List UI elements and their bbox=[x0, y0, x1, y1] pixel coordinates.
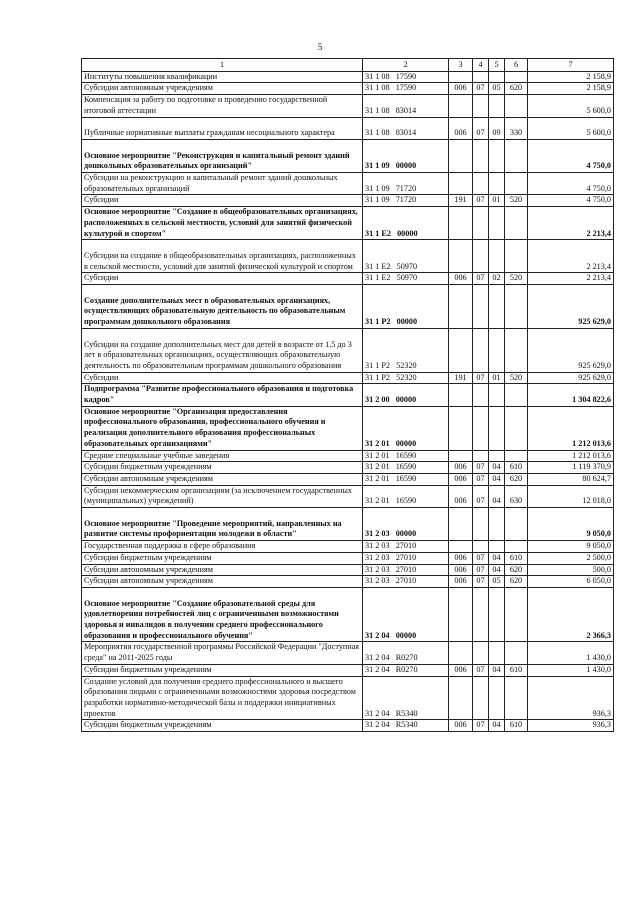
table-row bbox=[82, 676, 614, 720]
row-pr-cell bbox=[489, 406, 505, 450]
header-cell: 3 bbox=[449, 59, 473, 72]
row-kvr-cell bbox=[505, 541, 528, 553]
row-kvr-cell: 330 bbox=[505, 117, 528, 139]
table-row bbox=[82, 240, 614, 273]
row-rz-cell bbox=[473, 139, 489, 172]
row-code-cell: 31 1 E2 00000 bbox=[363, 207, 449, 240]
row-kvr-cell bbox=[505, 406, 528, 450]
row-name-cell: Субсидии некоммерческим организациям (за исключением государственных (муниципальных) учреждений) bbox=[82, 485, 363, 507]
row-rz-cell: 07 bbox=[473, 195, 489, 207]
row-kvr-cell bbox=[505, 642, 528, 664]
row-name-cell: Субсидии автономным учреждениям bbox=[82, 83, 363, 95]
row-pr-cell bbox=[489, 384, 505, 406]
row-kvr-cell bbox=[505, 587, 528, 642]
row-code-cell: 31 1 E2 50970 bbox=[363, 240, 449, 273]
row-vr-cell: 006 bbox=[449, 564, 473, 576]
row-rz-cell: 07 bbox=[473, 720, 489, 732]
row-name-cell: Субсидии бюджетным учреждениям bbox=[82, 552, 363, 564]
row-amount-cell: 936,3 bbox=[528, 720, 614, 732]
row-amount-cell: 2 158,9 bbox=[528, 71, 614, 83]
row-rz-cell bbox=[473, 285, 489, 329]
table-row bbox=[82, 117, 614, 139]
row-kvr-cell: 620 bbox=[505, 473, 528, 485]
table-row bbox=[82, 406, 614, 450]
row-pr-cell: 04 bbox=[489, 564, 505, 576]
row-rz-cell bbox=[473, 71, 489, 83]
row-pr-cell: 04 bbox=[489, 552, 505, 564]
table-row bbox=[82, 541, 614, 553]
header-cell: 4 bbox=[473, 59, 489, 72]
row-name-cell: Субсидии на реконструкцию и капитальный ремонт зданий дошкольных образовательных организаций bbox=[82, 173, 363, 195]
table-row bbox=[82, 71, 614, 83]
row-name-cell: Субсидии бюджетным учреждениям bbox=[82, 664, 363, 676]
row-vr-cell: 006 bbox=[449, 664, 473, 676]
row-kvr-cell bbox=[505, 71, 528, 83]
row-rz-cell bbox=[473, 508, 489, 541]
row-name-cell: Мероприятия государственной программы Российской Федерации "Доступная среда" на 2011-2025 годы bbox=[82, 642, 363, 664]
row-code-cell: 31 1 P2 00000 bbox=[363, 285, 449, 329]
table-row bbox=[82, 139, 614, 172]
page-number: 5 bbox=[317, 42, 323, 52]
row-pr-cell: 09 bbox=[489, 117, 505, 139]
row-name-cell: Субсидии бюджетным учреждениям bbox=[82, 720, 363, 732]
row-name-cell: Основное мероприятие "Создание образовательной среды для удовлетворения потребностей лиц с ограниченными возможностями здоровья и инвалидов в получении среднего профессионального образования и профессионального обучения" bbox=[82, 587, 363, 642]
header-cell: 1 bbox=[82, 59, 363, 72]
row-amount-cell: 936,3 bbox=[528, 676, 614, 720]
row-code-cell: 31 2 04 R5340 bbox=[363, 676, 449, 720]
row-rz-cell: 07 bbox=[473, 83, 489, 95]
row-vr-cell: 191 bbox=[449, 195, 473, 207]
row-vr-cell bbox=[449, 95, 473, 117]
row-name-cell: Субсидии автономным учреждениям bbox=[82, 473, 363, 485]
row-kvr-cell: 620 bbox=[505, 576, 528, 588]
row-amount-cell: 2 213,4 bbox=[528, 273, 614, 285]
row-amount-cell: 12 018,0 bbox=[528, 485, 614, 507]
row-name-cell: Субсидии на создание в общеобразовательных организациях, расположенных в сельской местности, условий для занятий физической культурой и спортом bbox=[82, 240, 363, 273]
row-vr-cell: 006 bbox=[449, 117, 473, 139]
row-pr-cell bbox=[489, 587, 505, 642]
row-amount-cell: 4 750,0 bbox=[528, 195, 614, 207]
row-name-cell: Субсидии автономным учреждениям bbox=[82, 576, 363, 588]
row-amount-cell: 1 212 013,6 bbox=[528, 406, 614, 450]
row-pr-cell: 04 bbox=[489, 720, 505, 732]
row-rz-cell bbox=[473, 95, 489, 117]
row-vr-cell bbox=[449, 328, 473, 372]
row-name-cell: Субсидии бюджетным учреждениям bbox=[82, 462, 363, 474]
row-kvr-cell bbox=[505, 173, 528, 195]
row-kvr-cell bbox=[505, 95, 528, 117]
row-kvr-cell: 520 bbox=[505, 372, 528, 384]
row-vr-cell bbox=[449, 384, 473, 406]
row-rz-cell: 07 bbox=[473, 117, 489, 139]
table-row bbox=[82, 95, 614, 117]
table-row bbox=[82, 195, 614, 207]
row-amount-cell: 80 624,7 bbox=[528, 473, 614, 485]
row-pr-cell bbox=[489, 95, 505, 117]
row-name-cell: Создание условий для получения среднего профессионального и высшего образования людьми с ограниченными возможностями здоровья посредством разработки нормативно-методической базы и поддержки инициативных проектов bbox=[82, 676, 363, 720]
row-vr-cell: 006 bbox=[449, 552, 473, 564]
row-pr-cell: 01 bbox=[489, 372, 505, 384]
row-kvr-cell bbox=[505, 676, 528, 720]
row-kvr-cell bbox=[505, 240, 528, 273]
row-amount-cell: 6 050,0 bbox=[528, 576, 614, 588]
row-pr-cell bbox=[489, 71, 505, 83]
row-kvr-cell: 610 bbox=[505, 664, 528, 676]
row-rz-cell bbox=[473, 642, 489, 664]
row-pr-cell bbox=[489, 207, 505, 240]
row-code-cell: 31 2 03 27010 bbox=[363, 552, 449, 564]
row-code-cell: 31 2 01 16590 bbox=[363, 462, 449, 474]
row-pr-cell bbox=[489, 676, 505, 720]
table-row bbox=[82, 552, 614, 564]
row-amount-cell: 925 629,0 bbox=[528, 285, 614, 329]
row-amount-cell: 500,0 bbox=[528, 564, 614, 576]
row-rz-cell: 07 bbox=[473, 552, 489, 564]
row-pr-cell bbox=[489, 285, 505, 329]
row-code-cell: 31 1 08 83014 bbox=[363, 95, 449, 117]
header-row bbox=[82, 59, 614, 72]
row-code-cell: 31 2 04 R0270 bbox=[363, 664, 449, 676]
table-row bbox=[82, 720, 614, 732]
row-amount-cell: 2 158,9 bbox=[528, 83, 614, 95]
table-row bbox=[82, 328, 614, 372]
row-kvr-cell: 630 bbox=[505, 485, 528, 507]
row-name-cell: Компенсация за работу по подготовке и проведению государственной итоговой аттестации bbox=[82, 95, 363, 117]
row-rz-cell bbox=[473, 541, 489, 553]
row-name-cell: Основное мероприятие "Создание в общеобразовательных организациях, расположенных в сельской местности, условий для занятий физической культурой и спортом" bbox=[82, 207, 363, 240]
table-row bbox=[82, 587, 614, 642]
table-body bbox=[82, 71, 614, 731]
row-vr-cell bbox=[449, 450, 473, 462]
row-amount-cell: 5 600,0 bbox=[528, 117, 614, 139]
header-cell: 7 bbox=[528, 59, 614, 72]
row-vr-cell: 006 bbox=[449, 576, 473, 588]
row-name-cell: Создание дополнительных мест в образовательных организациях, осуществляющих образовательную деятельность по образовательным программам дошкольного образования bbox=[82, 285, 363, 329]
row-amount-cell: 4 750,0 bbox=[528, 139, 614, 172]
row-code-cell: 31 2 01 00000 bbox=[363, 406, 449, 450]
row-rz-cell bbox=[473, 406, 489, 450]
row-name-cell: Институты повышения квалификации bbox=[82, 71, 363, 83]
row-vr-cell bbox=[449, 541, 473, 553]
table-row bbox=[82, 508, 614, 541]
table-row bbox=[82, 285, 614, 329]
row-rz-cell bbox=[473, 173, 489, 195]
table-row bbox=[82, 372, 614, 384]
row-amount-cell: 9 050,0 bbox=[528, 508, 614, 541]
row-rz-cell bbox=[473, 207, 489, 240]
row-amount-cell: 1 430,0 bbox=[528, 642, 614, 664]
row-vr-cell bbox=[449, 676, 473, 720]
row-code-cell: 31 1 08 83014 bbox=[363, 117, 449, 139]
row-name-cell: Основное мероприятие "Организация предоставления профессионального образования, профессионального обучения и реализация дополнительного образования профессиональных образовательных организациями" bbox=[82, 406, 363, 450]
row-pr-cell bbox=[489, 450, 505, 462]
row-rz-cell: 07 bbox=[473, 664, 489, 676]
row-rz-cell: 07 bbox=[473, 564, 489, 576]
row-vr-cell: 006 bbox=[449, 473, 473, 485]
row-kvr-cell: 610 bbox=[505, 552, 528, 564]
row-code-cell: 31 2 00 00000 bbox=[363, 384, 449, 406]
row-kvr-cell bbox=[505, 285, 528, 329]
row-name-cell: Публичные нормативные выплаты гражданам несоциального характера bbox=[82, 117, 363, 139]
row-code-cell: 31 1 09 71720 bbox=[363, 195, 449, 207]
table-row bbox=[82, 173, 614, 195]
row-rz-cell: 07 bbox=[473, 372, 489, 384]
row-pr-cell bbox=[489, 642, 505, 664]
row-rz-cell bbox=[473, 384, 489, 406]
row-vr-cell: 006 bbox=[449, 720, 473, 732]
row-name-cell: Основное мероприятие "Проведение мероприятий, направленных на развитие системы профориентации молодежи в области" bbox=[82, 508, 363, 541]
row-kvr-cell: 610 bbox=[505, 462, 528, 474]
row-code-cell: 31 1 08 17590 bbox=[363, 71, 449, 83]
row-pr-cell: 04 bbox=[489, 485, 505, 507]
row-code-cell: 31 2 04 00000 bbox=[363, 587, 449, 642]
row-pr-cell bbox=[489, 139, 505, 172]
row-name-cell: Государственная поддержка в сфере образования bbox=[82, 541, 363, 553]
row-kvr-cell: 620 bbox=[505, 564, 528, 576]
table-row bbox=[82, 642, 614, 664]
table-row bbox=[82, 664, 614, 676]
row-rz-cell: 07 bbox=[473, 273, 489, 285]
row-name-cell: Подпрограмма "Развитие профессионального образования и подготовка кадров" bbox=[82, 384, 363, 406]
row-vr-cell bbox=[449, 587, 473, 642]
row-name-cell: Субсидии bbox=[82, 372, 363, 384]
row-pr-cell: 02 bbox=[489, 273, 505, 285]
row-code-cell: 31 2 03 27010 bbox=[363, 576, 449, 588]
row-pr-cell bbox=[489, 173, 505, 195]
row-name-cell: Основное мероприятие "Реконструкция и капитальный ремонт зданий дошкольных образовательных организаций" bbox=[82, 139, 363, 172]
row-kvr-cell: 520 bbox=[505, 273, 528, 285]
row-code-cell: 31 2 04 R5340 bbox=[363, 720, 449, 732]
row-rz-cell: 07 bbox=[473, 462, 489, 474]
row-kvr-cell bbox=[505, 384, 528, 406]
row-vr-cell: 006 bbox=[449, 485, 473, 507]
row-name-cell: Субсидии автономным учреждениям bbox=[82, 564, 363, 576]
row-code-cell: 31 2 04 R0270 bbox=[363, 642, 449, 664]
row-vr-cell bbox=[449, 240, 473, 273]
row-name-cell: Субсидии на создание дополнительных мест для детей в возрасте от 1,5 до 3 лет в образовательных организациях, осуществляющих образовательную деятельность по образовательным программам дошкольного образования bbox=[82, 328, 363, 372]
row-pr-cell: 05 bbox=[489, 83, 505, 95]
row-amount-cell: 9 050,0 bbox=[528, 541, 614, 553]
row-code-cell: 31 1 09 71720 bbox=[363, 173, 449, 195]
row-vr-cell bbox=[449, 508, 473, 541]
row-amount-cell: 2 213,4 bbox=[528, 207, 614, 240]
row-amount-cell: 2 213,4 bbox=[528, 240, 614, 273]
table-row bbox=[82, 384, 614, 406]
row-pr-cell: 01 bbox=[489, 195, 505, 207]
table-row bbox=[82, 83, 614, 95]
row-name-cell: Субсидии bbox=[82, 195, 363, 207]
row-pr-cell bbox=[489, 328, 505, 372]
row-name-cell: Субсидии bbox=[82, 273, 363, 285]
table-row bbox=[82, 564, 614, 576]
row-code-cell: 31 2 01 16590 bbox=[363, 485, 449, 507]
row-vr-cell: 006 bbox=[449, 83, 473, 95]
row-kvr-cell bbox=[505, 328, 528, 372]
row-amount-cell: 5 600,0 bbox=[528, 95, 614, 117]
table-row bbox=[82, 473, 614, 485]
table-row bbox=[82, 462, 614, 474]
row-kvr-cell bbox=[505, 207, 528, 240]
row-name-cell: Средние специальные учебные заведения bbox=[82, 450, 363, 462]
row-vr-cell: 191 bbox=[449, 372, 473, 384]
row-kvr-cell bbox=[505, 139, 528, 172]
row-kvr-cell: 520 bbox=[505, 195, 528, 207]
row-vr-cell: 006 bbox=[449, 462, 473, 474]
row-code-cell: 31 1 09 00000 bbox=[363, 139, 449, 172]
row-code-cell: 31 1 08 17590 bbox=[363, 83, 449, 95]
row-amount-cell: 925 629,0 bbox=[528, 372, 614, 384]
row-amount-cell: 1 430,0 bbox=[528, 664, 614, 676]
row-vr-cell bbox=[449, 173, 473, 195]
row-pr-cell: 04 bbox=[489, 664, 505, 676]
row-code-cell: 31 1 P2 52320 bbox=[363, 372, 449, 384]
table-row bbox=[82, 207, 614, 240]
row-kvr-cell bbox=[505, 450, 528, 462]
row-amount-cell: 2 366,3 bbox=[528, 587, 614, 642]
row-pr-cell bbox=[489, 240, 505, 273]
row-vr-cell bbox=[449, 139, 473, 172]
row-amount-cell: 925 629,0 bbox=[528, 328, 614, 372]
row-code-cell: 31 2 03 27010 bbox=[363, 541, 449, 553]
row-code-cell: 31 2 01 16590 bbox=[363, 450, 449, 462]
row-pr-cell bbox=[489, 508, 505, 541]
row-code-cell: 31 2 03 27010 bbox=[363, 564, 449, 576]
row-code-cell: 31 1 E2 50970 bbox=[363, 273, 449, 285]
header-cell: 2 bbox=[363, 59, 449, 72]
table-row bbox=[82, 485, 614, 507]
row-rz-cell bbox=[473, 240, 489, 273]
row-vr-cell bbox=[449, 71, 473, 83]
row-amount-cell: 1 304 822,6 bbox=[528, 384, 614, 406]
row-rz-cell bbox=[473, 587, 489, 642]
table-row bbox=[82, 576, 614, 588]
row-kvr-cell: 620 bbox=[505, 83, 528, 95]
row-amount-cell: 1 212 013,6 bbox=[528, 450, 614, 462]
row-pr-cell: 05 bbox=[489, 576, 505, 588]
row-pr-cell bbox=[489, 541, 505, 553]
row-pr-cell: 04 bbox=[489, 473, 505, 485]
row-vr-cell bbox=[449, 207, 473, 240]
row-code-cell: 31 2 03 00000 bbox=[363, 508, 449, 541]
row-amount-cell: 1 119 370,9 bbox=[528, 462, 614, 474]
row-vr-cell bbox=[449, 285, 473, 329]
row-rz-cell bbox=[473, 328, 489, 372]
table-row bbox=[82, 273, 614, 285]
row-code-cell: 31 2 01 16590 bbox=[363, 473, 449, 485]
header-cell: 6 bbox=[505, 59, 528, 72]
row-rz-cell: 07 bbox=[473, 576, 489, 588]
header-cell: 5 bbox=[489, 59, 505, 72]
row-rz-cell bbox=[473, 676, 489, 720]
row-amount-cell: 4 750,0 bbox=[528, 173, 614, 195]
row-kvr-cell bbox=[505, 508, 528, 541]
row-vr-cell: 006 bbox=[449, 273, 473, 285]
table-row bbox=[82, 450, 614, 462]
row-pr-cell: 04 bbox=[489, 462, 505, 474]
row-kvr-cell: 610 bbox=[505, 720, 528, 732]
row-rz-cell: 07 bbox=[473, 473, 489, 485]
row-vr-cell bbox=[449, 642, 473, 664]
row-rz-cell: 07 bbox=[473, 485, 489, 507]
row-rz-cell bbox=[473, 450, 489, 462]
row-code-cell: 31 1 P2 52320 bbox=[363, 328, 449, 372]
row-vr-cell bbox=[449, 406, 473, 450]
row-amount-cell: 2 500,0 bbox=[528, 552, 614, 564]
budget-table bbox=[81, 58, 614, 732]
